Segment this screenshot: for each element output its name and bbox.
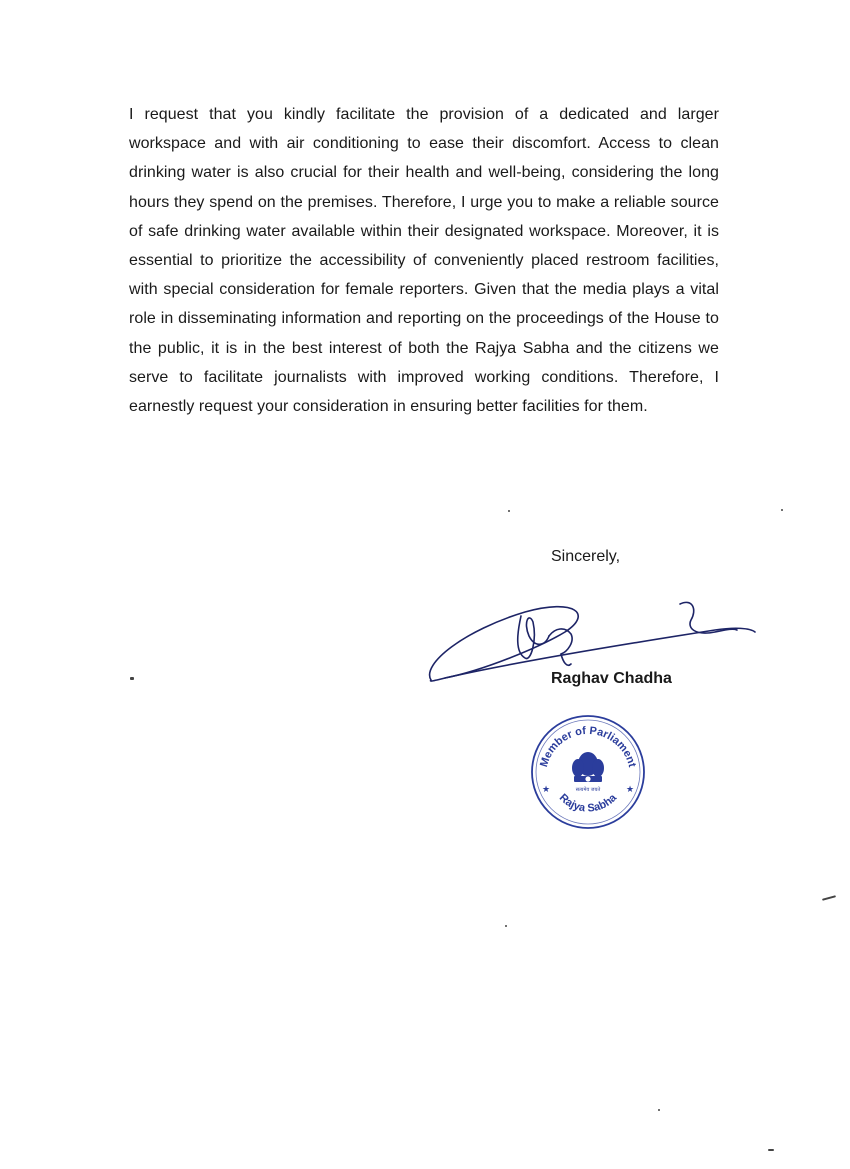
letter-body-paragraph: I request that you kindly facilitate the provision of a dedicated and larger workspace and with air conditioning to ease their discomfort. Access to clean drinking water is also crucial for their health and well-being, considering the long hours they spend on the premises. Therefore, I urge you to make a reliable source of safe drinking water available within their designated workspace. Moreover, it is essential to prioritize the accessibility of conveniently placed restroom facilities, with special consideration for female reporters. Given that the media plays a vital role in disseminating information and reporting on the proceedings of the House to the public, it is in the best interest of both the Rajya Sabha and the citizens we serve to facilitate journalists with improved working conditions. Therefore, I earnestly request your consideration in ensuring better facilities for them. <box>129 106 719 416</box>
scan-speck <box>130 677 134 680</box>
scan-speck <box>822 895 836 901</box>
emblem-caption: सत्यमेव जयते <box>575 787 601 793</box>
letter-closing: Sincerely, <box>551 548 621 565</box>
scan-speck <box>781 509 783 511</box>
scan-speck <box>505 925 507 927</box>
svg-text:Member of Parliament: Member of Parliament <box>537 724 638 769</box>
scan-speck <box>508 510 510 512</box>
scan-speck <box>658 1109 660 1111</box>
svg-text:★: ★ <box>542 784 551 794</box>
svg-text:★: ★ <box>626 784 635 794</box>
scan-speck <box>768 1149 774 1151</box>
svg-text:Rajya Sabha: Rajya Sabha <box>556 791 620 815</box>
signer-name: Raghav Chadha <box>551 670 672 687</box>
parliament-seal-stamp <box>528 712 648 832</box>
